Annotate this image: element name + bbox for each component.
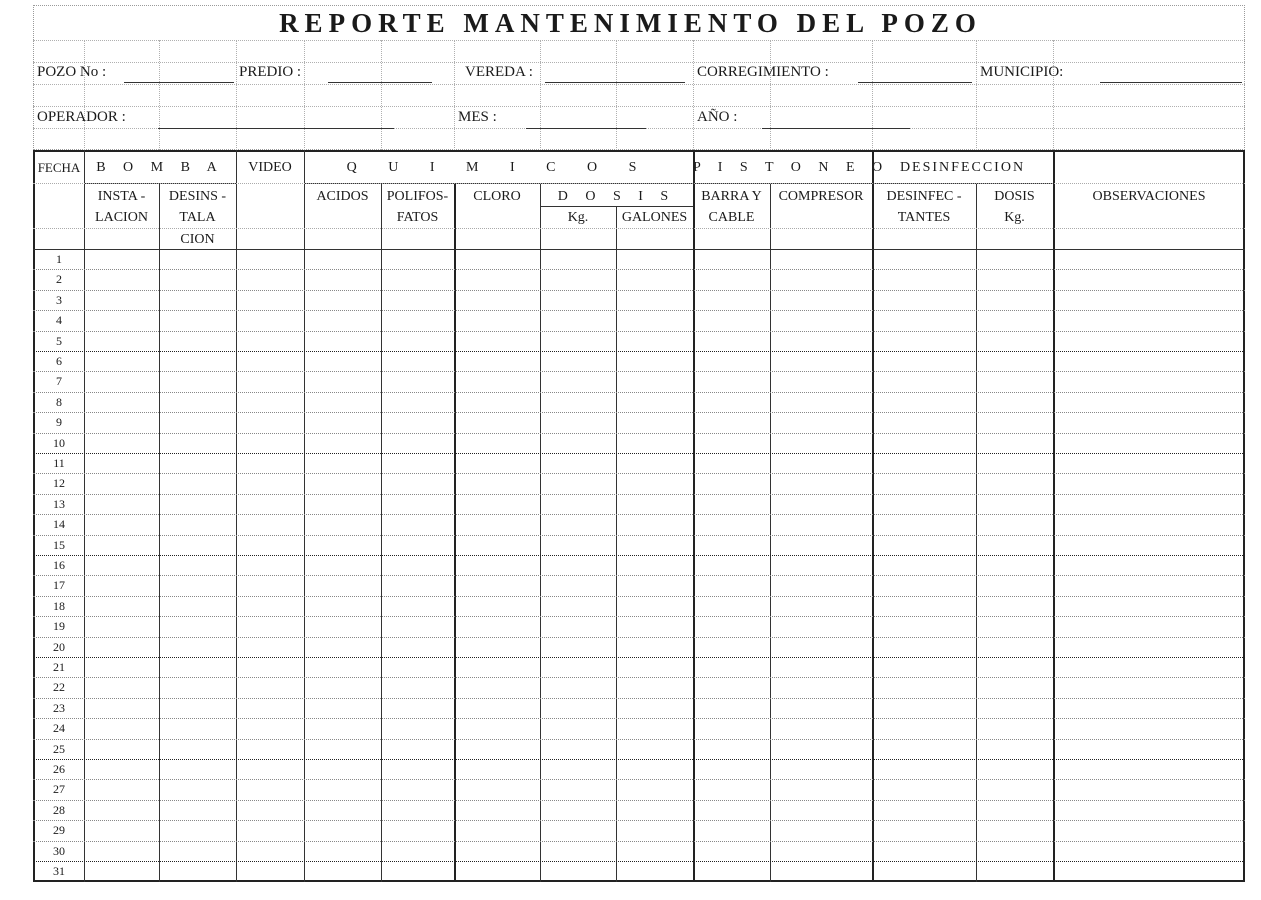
grid-line	[454, 183, 456, 882]
operador-field[interactable]	[158, 128, 394, 129]
row-number: 7	[56, 374, 62, 388]
col-cloro: CLORO	[473, 189, 521, 204]
grid-line	[381, 40, 382, 150]
grid-line	[33, 351, 1245, 352]
grid-line	[540, 206, 693, 207]
grid-line	[33, 371, 1245, 372]
grid-line	[33, 759, 1245, 760]
row-number: 30	[53, 844, 65, 858]
col-instalacion-2: LACION	[95, 210, 148, 225]
pozo-field[interactable]	[124, 82, 234, 83]
row-number: 6	[56, 354, 62, 368]
grid-line	[33, 290, 1245, 291]
grid-line	[693, 40, 694, 150]
grid-line	[33, 269, 1245, 270]
row-number: 1	[56, 252, 62, 266]
col-dosis-kg-2: Kg.	[1004, 210, 1025, 225]
row-number: 29	[53, 823, 65, 837]
row-number: 21	[53, 660, 65, 674]
grid-line	[33, 739, 1245, 740]
row-number: 31	[53, 864, 65, 878]
grid-line	[976, 183, 977, 882]
row-number: 17	[53, 578, 65, 592]
grid-line	[33, 820, 1245, 821]
row-number: 19	[53, 619, 65, 633]
row-number: 18	[53, 599, 65, 613]
col-quimicos: Q U I M I C O S	[346, 160, 651, 175]
col-desinstalacion-1: DESINS -	[168, 189, 227, 204]
grid-line	[33, 779, 1245, 780]
grid-line	[33, 718, 1245, 719]
row-number: 24	[53, 721, 65, 735]
grid-line	[33, 657, 1245, 658]
row-number: 14	[53, 517, 65, 531]
grid-line	[33, 106, 1245, 107]
row-number: 2	[56, 272, 62, 286]
row-number: 20	[53, 640, 65, 654]
col-dosis-kg-1: DOSIS	[994, 189, 1035, 204]
grid-line	[33, 62, 1245, 63]
grid-line	[33, 40, 1245, 41]
grid-line	[33, 514, 1245, 515]
grid-line	[1053, 150, 1055, 882]
row-number: 25	[53, 742, 65, 756]
grid-line	[770, 183, 771, 882]
col-kg: Kg.	[567, 210, 589, 225]
vereda-label: VEREDA :	[465, 64, 533, 80]
row-number: 16	[53, 558, 65, 572]
row-number: 12	[53, 476, 65, 490]
grid-line	[770, 40, 771, 150]
grid-line	[304, 40, 305, 150]
grid-line	[33, 310, 1245, 311]
grid-line	[33, 412, 1245, 413]
col-barra-2: CABLE	[708, 210, 755, 225]
row-number: 10	[53, 436, 65, 450]
grid-line	[33, 228, 1245, 229]
grid-line	[33, 841, 1245, 842]
row-number: 28	[53, 803, 65, 817]
col-bomba: B O M B A	[96, 160, 224, 175]
col-desinstalacion-3: CION	[180, 232, 215, 247]
grid-line	[33, 183, 1245, 184]
col-desinfeccion: DESINFECCION	[899, 160, 1026, 175]
maintenance-table	[33, 150, 1245, 882]
grid-line	[33, 392, 1245, 393]
grid-line	[33, 433, 1245, 434]
grid-line	[540, 183, 541, 882]
grid-line	[33, 473, 1245, 474]
grid-line	[84, 150, 85, 882]
row-number: 23	[53, 701, 65, 715]
grid-line	[33, 494, 1245, 495]
grid-line	[33, 637, 1245, 638]
col-desinfectantes-2: TANTES	[897, 210, 951, 225]
grid-line	[693, 150, 695, 882]
grid-line	[236, 150, 237, 882]
grid-line	[33, 84, 1245, 85]
col-compresor: COMPRESOR	[778, 189, 864, 204]
grid-line	[33, 596, 1245, 597]
grid-line	[33, 331, 1245, 332]
mes-label: MES :	[458, 109, 497, 125]
col-polifosfatos-2: FATOS	[396, 210, 439, 225]
col-fecha: FECHA	[37, 160, 81, 175]
grid-line	[236, 40, 237, 150]
grid-line	[33, 535, 1245, 536]
municipio-label: MUNICIPIO:	[980, 64, 1064, 80]
row-number: 13	[53, 497, 65, 511]
grid-line	[159, 183, 160, 882]
col-desinstalacion-2: TALA	[179, 210, 216, 225]
predio-label: PREDIO :	[239, 64, 302, 80]
ano-field[interactable]	[762, 128, 910, 129]
grid-line	[976, 40, 977, 150]
grid-line	[33, 453, 1245, 454]
grid-line	[33, 249, 1245, 250]
grid-line	[381, 183, 382, 882]
grid-line	[616, 207, 617, 882]
row-number: 8	[56, 395, 62, 409]
col-barra-1: BARRA Y	[701, 189, 762, 204]
col-desinfectantes-1: DESINFEC -	[886, 189, 962, 204]
grid-line	[1053, 40, 1054, 150]
grid-line	[33, 616, 1245, 617]
page-title: REPORTE MANTENIMIENTO DEL POZO	[279, 8, 982, 38]
mes-field[interactable]	[526, 128, 646, 129]
grid-line	[159, 40, 160, 150]
operador-label: OPERADOR :	[37, 109, 126, 125]
row-number: 9	[56, 415, 62, 429]
grid-line	[33, 698, 1245, 699]
grid-line	[540, 40, 541, 150]
pozo-label: POZO No :	[37, 64, 107, 80]
grid-line	[84, 40, 85, 150]
grid-line	[304, 150, 305, 882]
grid-line	[33, 575, 1245, 576]
grid-line	[33, 861, 1245, 862]
grid-line	[33, 800, 1245, 801]
col-video: VIDEO	[248, 160, 292, 175]
grid-line	[872, 150, 874, 882]
row-number: 5	[56, 334, 62, 348]
row-number: 27	[53, 782, 65, 796]
grid-line	[616, 40, 617, 150]
grid-line	[454, 40, 455, 150]
col-observaciones: OBSERVACIONES	[1092, 189, 1206, 204]
col-instalacion-1: INSTA -	[97, 189, 146, 204]
grid-line	[872, 40, 873, 150]
municipio-field[interactable]	[1100, 82, 1242, 83]
row-number: 3	[56, 293, 62, 307]
grid-line	[33, 555, 1245, 556]
col-polifosfatos-1: POLIFOS-	[386, 189, 449, 204]
predio-field[interactable]	[328, 82, 432, 83]
ano-label: AÑO :	[697, 109, 738, 125]
corregimiento-label: CORREGIMIENTO :	[697, 64, 829, 80]
grid-line	[33, 677, 1245, 678]
col-galones: GALONES	[621, 210, 688, 225]
col-pistoneo: P I S T O N E O	[693, 160, 890, 175]
row-number: 4	[56, 313, 62, 327]
row-number: 26	[53, 762, 65, 776]
row-number: 15	[53, 538, 65, 552]
row-number: 11	[53, 456, 65, 470]
vereda-field[interactable]	[545, 82, 685, 83]
col-acidos: ACIDOS	[316, 189, 369, 204]
row-number: 22	[53, 680, 65, 694]
col-dosis: D O S I S	[557, 189, 676, 204]
corregimiento-field[interactable]	[858, 82, 972, 83]
